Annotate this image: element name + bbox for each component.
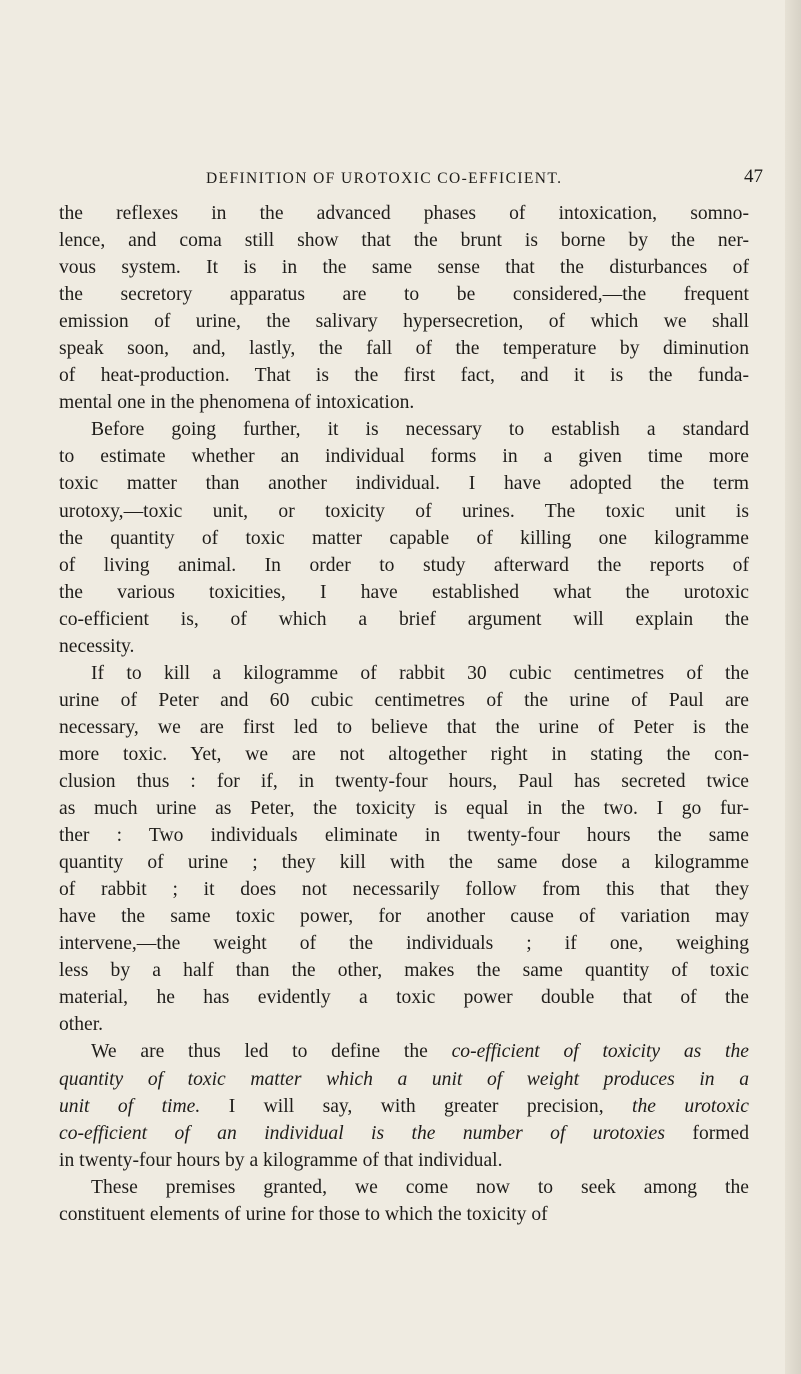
text-line: necessity.: [59, 635, 135, 657]
text-line: emission of urine, the salivary hypersecretion, of which we shall: [59, 311, 749, 333]
text-line: [59, 1093, 749, 1120]
text-line: Before going further, it is necessary to establish a standard: [91, 419, 749, 441]
text-line: lence, and coma still show that the brunt is borne by the ner-: [59, 230, 749, 252]
text-line: of heat-production. That is the first fact, and it is the funda-: [59, 365, 749, 387]
text-line: co-efficient is, of which a brief argument will explain the: [59, 608, 749, 630]
text-line: [59, 1066, 749, 1093]
page-edge-shadow: [785, 0, 801, 1374]
text-line: of living animal. In order to study afterward the reports of: [59, 554, 749, 576]
text-line: mental one in the phenomena of intoxication.: [59, 392, 415, 414]
text-line: ther : Two individuals eliminate in twenty-four hours the same: [59, 825, 749, 847]
body-text: [59, 200, 749, 1228]
text-run: formed: [665, 1122, 750, 1144]
text-line: as much urine as Peter, the toxicity is equal in the two. I go fur-: [59, 798, 749, 820]
text-line: the reflexes in the advanced phases of intoxication, somno-: [59, 203, 749, 224]
text-run: I will say, with greater precision,: [200, 1095, 633, 1117]
text-line: toxic matter than another individual. I have adopted the term: [59, 473, 749, 495]
text-line: less by a half than the other, makes the same quantity of toxic: [59, 960, 749, 982]
text-line: material, he has evidently a toxic power double that of the: [59, 987, 749, 1009]
text-line: necessary, we are first led to believe that the urine of Peter is the: [59, 716, 749, 738]
italic-definition: quantity of toxic matter which a unit of weight produces in a: [59, 1068, 749, 1090]
text-line: the quantity of toxic matter capable of killing one kilogramme: [59, 527, 749, 549]
text-line: If to kill a kilogramme of rabbit 30 cubic centimetres of the: [91, 662, 749, 684]
text-line: quantity of urine ; they kill with the same dose a kilogramme: [59, 852, 749, 874]
running-title: DEFINITION OF UROTOXIC CO-EFFICIENT.: [206, 170, 563, 187]
text-line: constituent elements of urine for those to which the toxicity of: [59, 1203, 548, 1225]
text-line: urine of Peter and 60 cubic centimetres of the urine of Paul are: [59, 689, 749, 711]
text-line: of rabbit ; it does not necessarily follow from this that they: [59, 879, 749, 901]
text-line: clusion thus : for if, in twenty-four hours, Paul has secreted twice: [59, 770, 749, 792]
italic-definition: co-efficient of an individual is the number of urotoxies: [59, 1122, 666, 1144]
page-number: 47: [744, 166, 763, 187]
text-line: [59, 1038, 749, 1065]
text-run: We are thus led to define the: [91, 1041, 452, 1063]
italic-definition: the urotoxic: [632, 1095, 749, 1117]
text-line: urotoxy,—toxic unit, or toxicity of urines. The toxic unit is: [59, 500, 749, 522]
text-line: to estimate whether an individual forms in a given time more: [59, 446, 749, 468]
page-header: [0, 166, 801, 196]
text-line: in twenty-four hours by a kilogramme of that individual.: [59, 1149, 503, 1171]
italic-definition: co-efficient of toxicity as the: [451, 1041, 749, 1063]
text-line: These premises granted, we come now to seek among the: [91, 1176, 749, 1198]
text-line: vous system. It is in the same sense that the disturbances of: [59, 257, 749, 279]
text-line: other.: [59, 1014, 104, 1036]
text-line: the secretory apparatus are to be considered,—the frequent: [59, 284, 749, 306]
text-line: [59, 1120, 749, 1147]
text-line: more toxic. Yet, we are not altogether right in stating the con-: [59, 743, 749, 765]
text-line: have the same toxic power, for another cause of variation may: [59, 906, 749, 928]
italic-definition: unit of time.: [59, 1095, 201, 1117]
text-line: the various toxicities, I have established what the urotoxic: [59, 581, 749, 603]
text-line: intervene,—the weight of the individuals ; if one, weighing: [59, 933, 749, 955]
text-line: speak soon, and, lastly, the fall of the temperature by diminution: [59, 338, 749, 360]
